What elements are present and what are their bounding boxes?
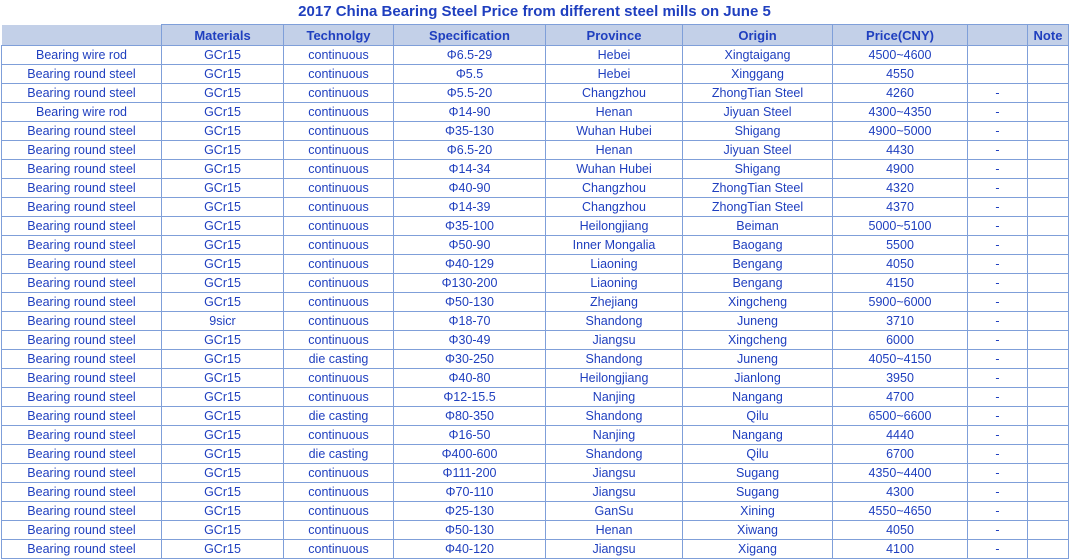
cell-5: Jianlong [683,369,833,388]
column-header-6: Price(CNY) [833,25,968,46]
cell-1: GCr15 [162,103,284,122]
cell-8 [1028,293,1069,312]
cell-8 [1028,274,1069,293]
cell-2: continuous [284,198,394,217]
cell-1: GCr15 [162,198,284,217]
cell-4: Jiangsu [546,540,683,559]
cell-1: GCr15 [162,236,284,255]
cell-0: Bearing round steel [2,407,162,426]
table-row [2,331,1069,350]
cell-4: Changzhou [546,198,683,217]
cell-5: Qilu [683,445,833,464]
cell-2: die casting [284,445,394,464]
cell-7: - [968,483,1028,502]
cell-3: Φ12-15.5 [394,388,546,407]
cell-0: Bearing round steel [2,331,162,350]
cell-8 [1028,540,1069,559]
cell-5: Xingcheng [683,293,833,312]
cell-3: Φ30-49 [394,331,546,350]
cell-4: Shandong [546,312,683,331]
cell-8 [1028,369,1069,388]
cell-3: Φ40-120 [394,540,546,559]
cell-0: Bearing round steel [2,122,162,141]
cell-1: GCr15 [162,369,284,388]
cell-6: 4050~4150 [833,350,968,369]
cell-8 [1028,445,1069,464]
cell-4: Jiangsu [546,464,683,483]
cell-0: Bearing round steel [2,483,162,502]
cell-4: Changzhou [546,179,683,198]
cell-2: continuous [284,388,394,407]
cell-7: - [968,293,1028,312]
cell-1: GCr15 [162,255,284,274]
cell-8 [1028,141,1069,160]
table-header-row [2,25,1069,46]
cell-5: Beiman [683,217,833,236]
cell-1: GCr15 [162,407,284,426]
table-row [2,388,1069,407]
cell-5: Nangang [683,388,833,407]
cell-8 [1028,217,1069,236]
cell-3: Φ5.5 [394,65,546,84]
cell-2: continuous [284,312,394,331]
cell-2: continuous [284,122,394,141]
cell-5: ZhongTian Steel [683,84,833,103]
cell-6: 4100 [833,540,968,559]
cell-4: Heilongjiang [546,217,683,236]
cell-8 [1028,350,1069,369]
cell-5: Xigang [683,540,833,559]
cell-6: 4260 [833,84,968,103]
column-header-5: Origin [683,25,833,46]
column-header-3: Specification [394,25,546,46]
cell-7: - [968,350,1028,369]
cell-6: 4300 [833,483,968,502]
cell-5: Xining [683,502,833,521]
cell-7: - [968,369,1028,388]
cell-4: Jiangsu [546,331,683,350]
cell-0: Bearing round steel [2,160,162,179]
cell-2: continuous [284,46,394,65]
cell-1: 9sicr [162,312,284,331]
table-row [2,521,1069,540]
cell-3: Φ130-200 [394,274,546,293]
cell-7: - [968,198,1028,217]
bearing-steel-price-table [1,24,1069,559]
cell-1: GCr15 [162,483,284,502]
cell-7: - [968,331,1028,350]
cell-1: GCr15 [162,350,284,369]
cell-8 [1028,65,1069,84]
cell-4: Changzhou [546,84,683,103]
cell-1: GCr15 [162,293,284,312]
cell-0: Bearing round steel [2,445,162,464]
cell-5: Jiyuan Steel [683,103,833,122]
cell-7: - [968,84,1028,103]
table-row [2,464,1069,483]
table-row [2,236,1069,255]
cell-1: GCr15 [162,217,284,236]
column-header-7 [968,25,1028,46]
cell-3: Φ14-39 [394,198,546,217]
cell-7: - [968,407,1028,426]
cell-3: Φ35-130 [394,122,546,141]
column-header-2: Technolgy [284,25,394,46]
column-header-4: Province [546,25,683,46]
column-header-8: Note [1028,25,1069,46]
cell-8 [1028,84,1069,103]
cell-4: Inner Mongalia [546,236,683,255]
table-row [2,160,1069,179]
cell-2: continuous [284,483,394,502]
cell-2: die casting [284,350,394,369]
cell-1: GCr15 [162,179,284,198]
cell-1: GCr15 [162,141,284,160]
cell-7: - [968,274,1028,293]
cell-0: Bearing round steel [2,388,162,407]
cell-8 [1028,46,1069,65]
cell-0: Bearing round steel [2,274,162,293]
table-row [2,217,1069,236]
cell-1: GCr15 [162,464,284,483]
cell-7: - [968,103,1028,122]
cell-7 [968,46,1028,65]
table-row [2,65,1069,84]
column-header-0 [2,25,162,46]
cell-0: Bearing wire rod [2,46,162,65]
cell-8 [1028,179,1069,198]
cell-3: Φ40-80 [394,369,546,388]
cell-5: Shigang [683,160,833,179]
cell-8 [1028,426,1069,445]
cell-4: Heilongjiang [546,369,683,388]
cell-5: Shigang [683,122,833,141]
cell-4: Liaoning [546,274,683,293]
cell-8 [1028,198,1069,217]
cell-5: Juneng [683,312,833,331]
cell-5: Xingcheng [683,331,833,350]
table-row [2,445,1069,464]
cell-4: Liaoning [546,255,683,274]
cell-5: Qilu [683,407,833,426]
cell-4: Henan [546,521,683,540]
table-row [2,502,1069,521]
cell-7: - [968,312,1028,331]
cell-0: Bearing round steel [2,179,162,198]
cell-2: continuous [284,293,394,312]
cell-0: Bearing round steel [2,502,162,521]
cell-8 [1028,312,1069,331]
cell-8 [1028,331,1069,350]
cell-8 [1028,122,1069,141]
cell-1: GCr15 [162,122,284,141]
table-row [2,312,1069,331]
cell-5: ZhongTian Steel [683,198,833,217]
cell-2: continuous [284,236,394,255]
cell-1: GCr15 [162,84,284,103]
table-row [2,84,1069,103]
cell-3: Φ50-90 [394,236,546,255]
cell-7: - [968,255,1028,274]
cell-7: - [968,502,1028,521]
cell-2: continuous [284,179,394,198]
cell-2: continuous [284,502,394,521]
cell-3: Φ70-110 [394,483,546,502]
cell-4: Jiangsu [546,483,683,502]
cell-1: GCr15 [162,521,284,540]
cell-4: Hebei [546,65,683,84]
cell-8 [1028,407,1069,426]
cell-2: continuous [284,521,394,540]
cell-5: Sugang [683,483,833,502]
table-row [2,483,1069,502]
cell-0: Bearing round steel [2,293,162,312]
table-row [2,198,1069,217]
cell-1: GCr15 [162,426,284,445]
cell-4: Wuhan Hubei [546,160,683,179]
table-row [2,179,1069,198]
cell-0: Bearing round steel [2,426,162,445]
page-title: 2017 China Bearing Steel Price from different steel mills on June 5 [298,3,771,20]
cell-2: continuous [284,65,394,84]
cell-2: continuous [284,84,394,103]
cell-6: 6700 [833,445,968,464]
cell-3: Φ18-70 [394,312,546,331]
cell-8 [1028,483,1069,502]
table-row [2,274,1069,293]
cell-8 [1028,388,1069,407]
cell-6: 4900 [833,160,968,179]
cell-4: GanSu [546,502,683,521]
cell-5: Jiyuan Steel [683,141,833,160]
cell-2: continuous [284,369,394,388]
cell-4: Zhejiang [546,293,683,312]
cell-4: Hebei [546,46,683,65]
cell-0: Bearing wire rod [2,103,162,122]
cell-5: Bengang [683,274,833,293]
cell-3: Φ50-130 [394,521,546,540]
cell-3: Φ35-100 [394,217,546,236]
cell-6: 4300~4350 [833,103,968,122]
cell-5: Juneng [683,350,833,369]
cell-7 [968,65,1028,84]
cell-3: Φ111-200 [394,464,546,483]
cell-3: Φ50-130 [394,293,546,312]
cell-8 [1028,236,1069,255]
cell-1: GCr15 [162,274,284,293]
cell-1: GCr15 [162,502,284,521]
cell-4: Shandong [546,445,683,464]
table-row [2,122,1069,141]
table-row [2,350,1069,369]
cell-6: 3950 [833,369,968,388]
table-header [2,25,1069,46]
cell-6: 4050 [833,521,968,540]
cell-2: continuous [284,160,394,179]
cell-5: ZhongTian Steel [683,179,833,198]
cell-0: Bearing round steel [2,540,162,559]
cell-7: - [968,236,1028,255]
cell-8 [1028,103,1069,122]
cell-1: GCr15 [162,445,284,464]
cell-0: Bearing round steel [2,141,162,160]
cell-3: Φ80-350 [394,407,546,426]
cell-0: Bearing round steel [2,84,162,103]
table-row [2,103,1069,122]
cell-6: 5000~5100 [833,217,968,236]
cell-7: - [968,388,1028,407]
cell-5: Baogang [683,236,833,255]
cell-6: 4430 [833,141,968,160]
cell-3: Φ6.5-29 [394,46,546,65]
cell-6: 4370 [833,198,968,217]
cell-7: - [968,122,1028,141]
cell-1: GCr15 [162,540,284,559]
cell-6: 4150 [833,274,968,293]
cell-6: 6000 [833,331,968,350]
cell-3: Φ30-250 [394,350,546,369]
cell-7: - [968,160,1028,179]
cell-4: Nanjing [546,426,683,445]
cell-2: continuous [284,103,394,122]
cell-2: continuous [284,217,394,236]
cell-4: Wuhan Hubei [546,122,683,141]
cell-0: Bearing round steel [2,255,162,274]
cell-1: GCr15 [162,388,284,407]
cell-3: Φ5.5-20 [394,84,546,103]
cell-5: Xinggang [683,65,833,84]
cell-4: Henan [546,141,683,160]
cell-2: continuous [284,426,394,445]
table-row [2,46,1069,65]
cell-4: Shandong [546,350,683,369]
cell-6: 6500~6600 [833,407,968,426]
cell-7: - [968,521,1028,540]
cell-6: 4550~4650 [833,502,968,521]
cell-0: Bearing round steel [2,521,162,540]
cell-8 [1028,160,1069,179]
cell-3: Φ6.5-20 [394,141,546,160]
cell-7: - [968,179,1028,198]
cell-6: 3710 [833,312,968,331]
cell-0: Bearing round steel [2,312,162,331]
cell-8 [1028,464,1069,483]
cell-3: Φ400-600 [394,445,546,464]
cell-4: Nanjing [546,388,683,407]
cell-8 [1028,502,1069,521]
cell-5: Xingtaigang [683,46,833,65]
cell-0: Bearing round steel [2,350,162,369]
cell-2: continuous [284,464,394,483]
cell-1: GCr15 [162,65,284,84]
cell-6: 4500~4600 [833,46,968,65]
table-row [2,255,1069,274]
cell-7: - [968,426,1028,445]
cell-4: Henan [546,103,683,122]
cell-0: Bearing round steel [2,464,162,483]
cell-2: continuous [284,331,394,350]
cell-6: 4440 [833,426,968,445]
cell-3: Φ14-90 [394,103,546,122]
table-row [2,141,1069,160]
cell-5: Bengang [683,255,833,274]
cell-0: Bearing round steel [2,65,162,84]
cell-7: - [968,141,1028,160]
cell-3: Φ14-34 [394,160,546,179]
cell-6: 4350~4400 [833,464,968,483]
cell-6: 4700 [833,388,968,407]
cell-0: Bearing round steel [2,236,162,255]
column-header-1: Materials [162,25,284,46]
cell-1: GCr15 [162,160,284,179]
cell-2: continuous [284,255,394,274]
cell-6: 5500 [833,236,968,255]
cell-3: Φ16-50 [394,426,546,445]
cell-6: 4900~5000 [833,122,968,141]
cell-2: die casting [284,407,394,426]
cell-0: Bearing round steel [2,369,162,388]
cell-3: Φ40-129 [394,255,546,274]
cell-7: - [968,464,1028,483]
table-row [2,369,1069,388]
cell-8 [1028,255,1069,274]
cell-0: Bearing round steel [2,217,162,236]
cell-4: Shandong [546,407,683,426]
table-row [2,540,1069,559]
cell-7: - [968,217,1028,236]
cell-5: Sugang [683,464,833,483]
cell-1: GCr15 [162,46,284,65]
cell-6: 4050 [833,255,968,274]
cell-2: continuous [284,540,394,559]
cell-6: 4320 [833,179,968,198]
cell-8 [1028,521,1069,540]
cell-6: 4550 [833,65,968,84]
cell-2: continuous [284,274,394,293]
table-row [2,407,1069,426]
cell-0: Bearing round steel [2,198,162,217]
cell-7: - [968,445,1028,464]
cell-3: Φ40-90 [394,179,546,198]
table-row [2,426,1069,445]
cell-5: Nangang [683,426,833,445]
cell-5: Xiwang [683,521,833,540]
table-row [2,293,1069,312]
cell-1: GCr15 [162,331,284,350]
cell-7: - [968,540,1028,559]
cell-2: continuous [284,141,394,160]
table-body [2,46,1069,559]
cell-3: Φ25-130 [394,502,546,521]
cell-6: 5900~6000 [833,293,968,312]
